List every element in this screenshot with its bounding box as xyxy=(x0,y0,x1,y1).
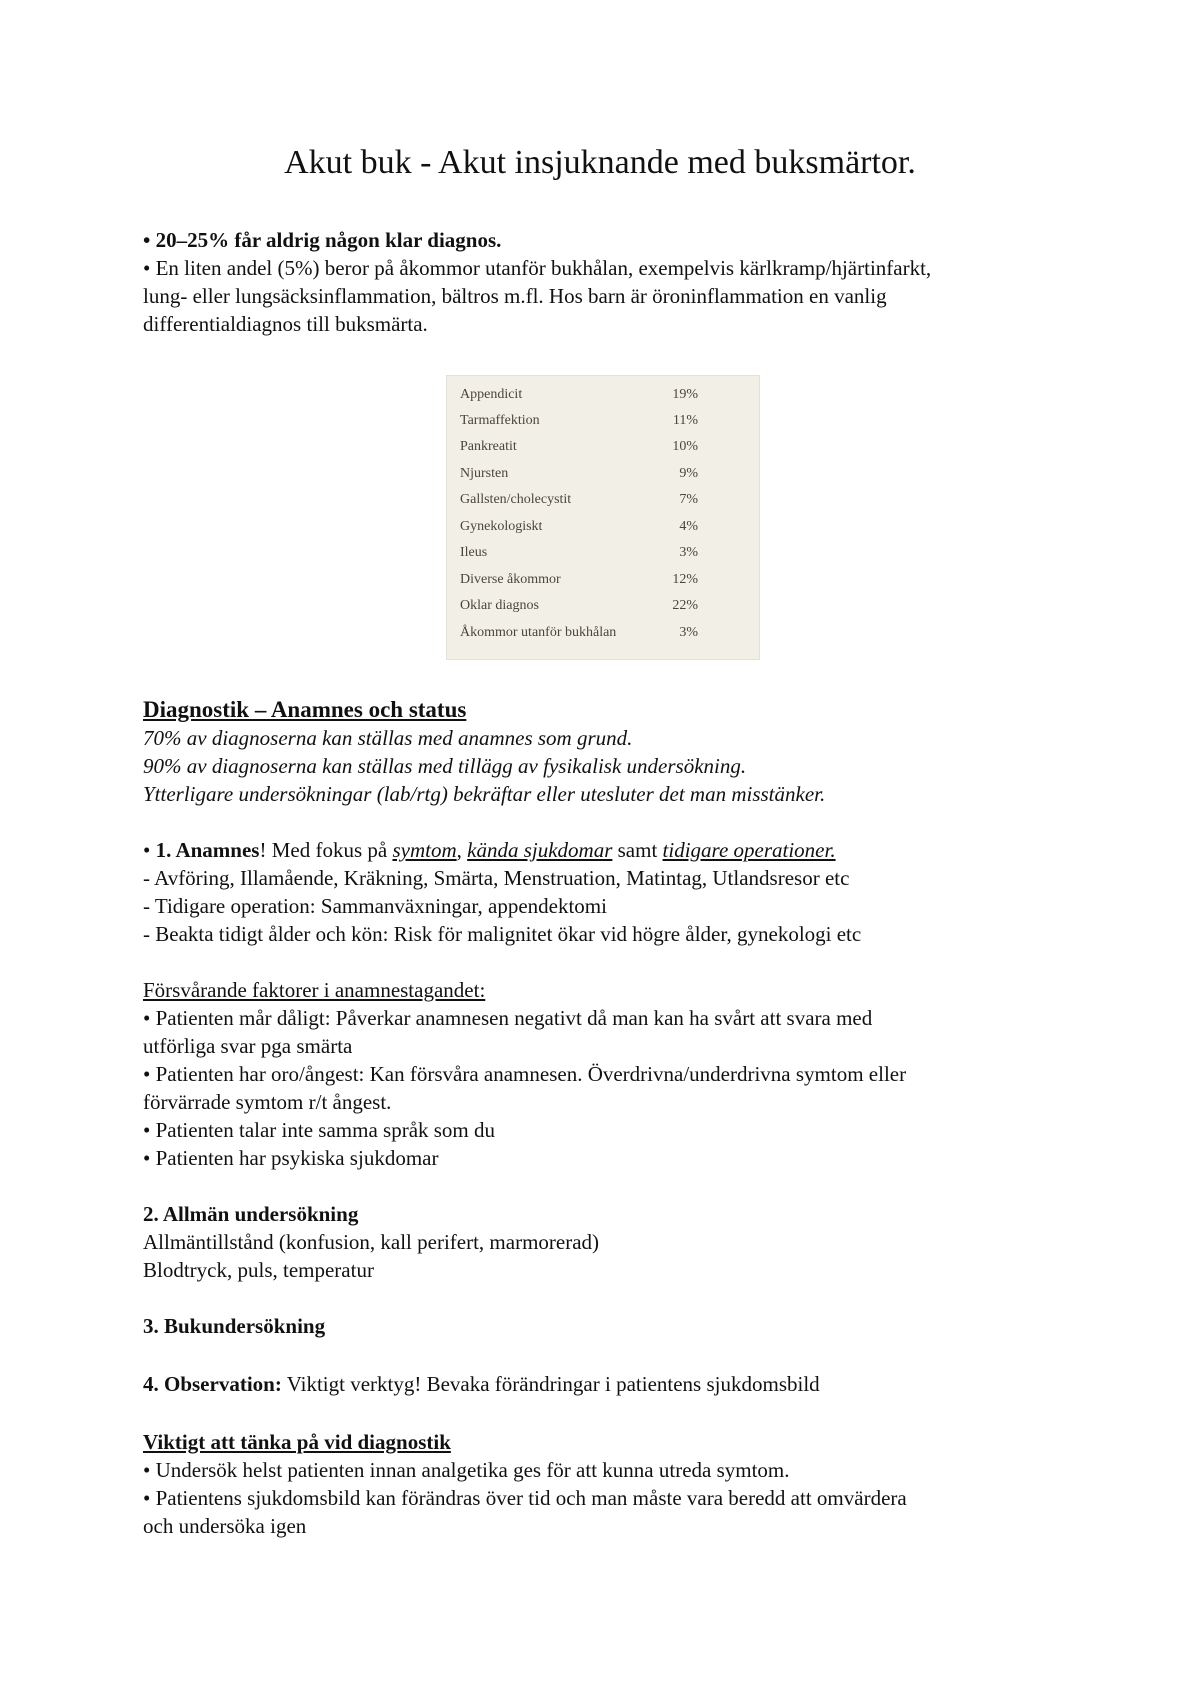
table-row-value: 10% xyxy=(672,439,698,454)
forsvarande-line: förvärrade symtom r/t ångest. xyxy=(143,1090,392,1114)
table-row-value: 4% xyxy=(679,519,698,534)
buk-heading: 3. Bukundersökning xyxy=(143,1314,326,1338)
observation-line xyxy=(143,1370,1083,1398)
observation-heading: 4. Observation: xyxy=(143,1372,282,1396)
diagnostik-line: 70% av diagnoserna kan ställas med anamnes som grund. xyxy=(143,726,633,750)
anamnes-tidigare-operationer: tidigare operationer. xyxy=(662,838,836,862)
table-row xyxy=(460,540,698,566)
page-title: Akut buk - Akut insjuknande med buksmärtor. xyxy=(284,144,916,181)
diagnosis-frequency-table xyxy=(446,375,760,660)
table-row-label: Gynekologiskt xyxy=(460,519,543,534)
anamnes-intro xyxy=(143,836,1083,864)
observation-section xyxy=(143,1370,1083,1398)
table-row-label: Pankreatit xyxy=(460,439,517,454)
allman-heading: 2. Allmän undersökning xyxy=(143,1202,359,1226)
forsvarande-line: • Patienten har psykiska sjukdomar xyxy=(143,1146,439,1170)
anamnes-line: - Tidigare operation: Sammanväxningar, appendektomi xyxy=(143,894,607,918)
anamnes-text: samt xyxy=(612,838,663,862)
table-row-label: Oklar diagnos xyxy=(460,598,539,613)
viktigt-line: • Undersök helst patienten innan analgetika ges för att kunna utreda symtom. xyxy=(143,1458,790,1482)
anamnes-heading: 1. Anamnes xyxy=(155,838,260,862)
table-row-label: Tarmaffektion xyxy=(460,413,540,428)
table-row-value: 3% xyxy=(679,625,698,640)
forsvarande-line: • Patienten har oro/ångest: Kan försvåra anamnesen. Överdrivna/underdrivna symtom eller xyxy=(143,1062,907,1086)
table-row-label: Appendicit xyxy=(460,387,523,402)
table-row-value: 7% xyxy=(679,492,698,507)
viktigt-section xyxy=(143,1428,1083,1540)
table-row-label: Njursten xyxy=(460,466,509,481)
table-row-label: Åkommor utanför bukhålan xyxy=(460,625,617,640)
table-row xyxy=(460,487,698,513)
table-row xyxy=(460,593,698,619)
diagnostik-heading: Diagnostik – Anamnes och status xyxy=(143,697,467,722)
diagnostik-section xyxy=(143,696,1083,808)
forsvarande-heading: Försvårande faktorer i anamnestagandet: xyxy=(143,978,486,1002)
table-row-value: 22% xyxy=(672,598,698,613)
table-row xyxy=(460,408,698,434)
forsvarande-section xyxy=(143,976,1083,1172)
anamnes-section xyxy=(143,836,1083,948)
viktigt-line: och undersöka igen xyxy=(143,1514,307,1538)
table-row xyxy=(460,620,698,646)
table-row xyxy=(460,434,698,460)
forsvarande-line: utförliga svar pga smärta xyxy=(143,1034,353,1058)
intro-bullet-1: • 20–25% får aldrig någon klar diagnos. xyxy=(143,228,502,252)
table-row-label: Gallsten/cholecystit xyxy=(460,492,572,507)
viktigt-heading: Viktigt att tänka på vid diagnostik xyxy=(143,1430,451,1454)
table-row-value: 19% xyxy=(672,387,698,402)
diagnostik-line: Ytterligare undersökningar (lab/rtg) bekräftar eller utesluter det man misstänker. xyxy=(143,782,826,806)
anamnes-bullet: • xyxy=(143,838,156,862)
allman-line: Allmäntillstånd (konfusion, kall perifert, marmorerad) xyxy=(143,1230,600,1254)
anamnes-line: - Beakta tidigt ålder och kön: Risk för malignitet ökar vid högre ålder, gynekologi etc xyxy=(143,922,862,946)
intro-bullet-2-line: lung- eller lungsäcksinflammation, bältros m.fl. Hos barn är öroninflammation en vanlig xyxy=(143,284,887,308)
table-row-label: Ileus xyxy=(460,545,488,560)
anamnes-kanda-sjukdomar: kända sjukdomar xyxy=(467,838,613,862)
table-row-label: Diverse åkommor xyxy=(460,572,561,587)
table-row xyxy=(460,567,698,593)
forsvarande-line: • Patienten mår dåligt: Påverkar anamnesen negativt då man kan ha svårt att svara med xyxy=(143,1006,873,1030)
intro-bullet-2-line: • En liten andel (5%) beror på åkommor utanför bukhålan, exempelvis kärlkramp/hjärtinfarkt, xyxy=(143,256,932,280)
anamnes-text: ! Med fokus på xyxy=(259,838,393,862)
allman-line: Blodtryck, puls, temperatur xyxy=(143,1258,374,1282)
viktigt-line: • Patientens sjukdomsbild kan förändras över tid och man måste vara beredd att omvärdera xyxy=(143,1486,907,1510)
intro-bullet-2-line: differentialdiagnos till buksmärta. xyxy=(143,312,428,336)
table-row-value: 9% xyxy=(679,466,698,481)
buk-section xyxy=(143,1312,1083,1340)
anamnes-symtom: symtom xyxy=(392,838,457,862)
table-row-value: 3% xyxy=(679,545,698,560)
table-row-value: 11% xyxy=(672,413,698,428)
observation-text: Viktigt verktyg! Bevaka förändringar i patientens sjukdomsbild xyxy=(281,1372,820,1396)
anamnes-separator: , xyxy=(456,838,468,862)
table-row-value: 12% xyxy=(672,572,698,587)
allman-section xyxy=(143,1200,1083,1284)
table-row xyxy=(460,461,698,487)
table-row xyxy=(460,382,698,408)
anamnes-line: - Avföring, Illamående, Kräkning, Smärta, Menstruation, Matintag, Utlandsresor etc xyxy=(143,866,850,890)
table-row xyxy=(460,514,698,540)
forsvarande-line: • Patienten talar inte samma språk som du xyxy=(143,1118,496,1142)
diagnostik-line: 90% av diagnoserna kan ställas med tillägg av fysikalisk undersökning. xyxy=(143,754,747,778)
intro-section xyxy=(143,226,1083,338)
